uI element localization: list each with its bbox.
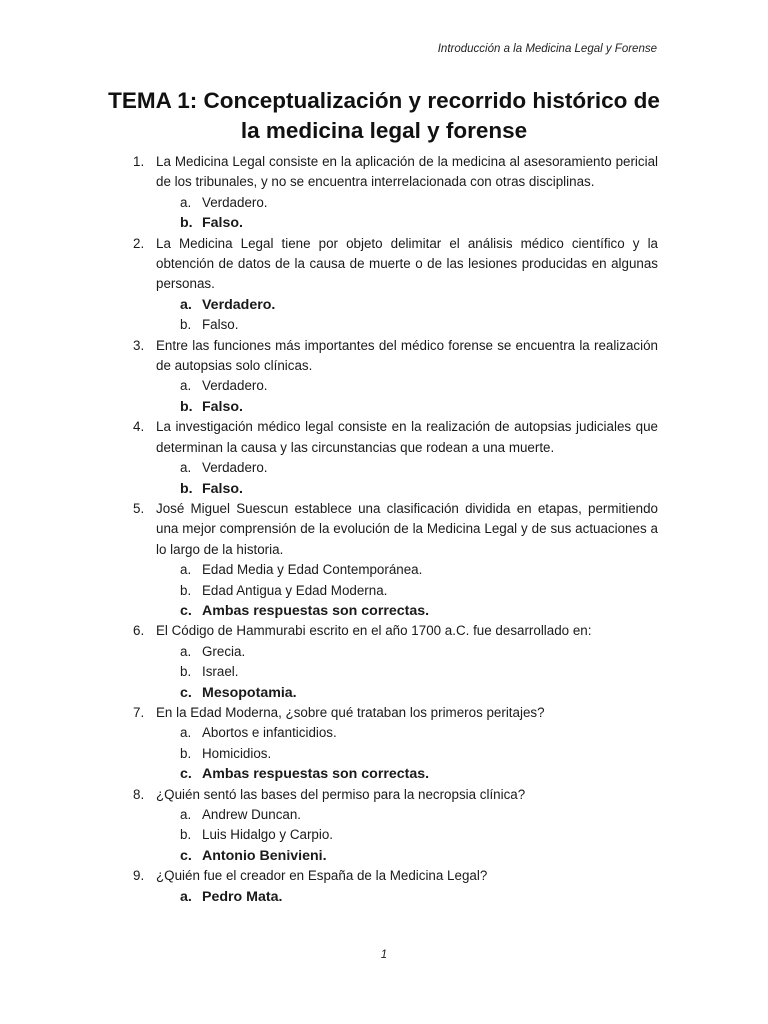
option-text: Antonio Benivieni. (202, 847, 327, 864)
question-text: Entre las funciones más importantes del médico forense se encuentra la realización de autopsias solo clínicas. (156, 337, 658, 374)
option-letter: a. (180, 194, 192, 210)
question-text: El Código de Hammurabi escrito en el año 1700 a.C. fue desarrollado en: (156, 623, 592, 639)
option-text: Falso. (202, 215, 243, 232)
answer-option (156, 662, 658, 682)
option-letter: c. (180, 847, 192, 864)
answer-options (156, 458, 658, 499)
option-text: Israel. (202, 664, 239, 680)
running-header: Introducción a la Medicina Legal y Forense (437, 43, 657, 55)
question-item (111, 336, 658, 418)
option-letter: c. (180, 766, 192, 783)
option-letter: a. (180, 643, 192, 659)
option-text: Verdadero. (202, 378, 268, 394)
answer-option (156, 744, 658, 764)
question-item (111, 417, 658, 499)
answer-options (156, 376, 658, 417)
answer-option (156, 193, 658, 213)
option-text: Grecia. (202, 643, 246, 659)
answer-option-correct (156, 479, 658, 499)
option-text: Verdadero. (202, 460, 268, 476)
answer-option (156, 315, 658, 335)
answer-option-correct (156, 213, 658, 233)
document-title: TEMA 1: Conceptualización y recorrido histórico de la medicina legal y forense (108, 88, 660, 143)
question-text: ¿Quién sentó las bases del permiso para la necropsia clínica? (156, 786, 526, 802)
answer-option (156, 458, 658, 478)
option-text: Abortos e infanticidios. (202, 725, 337, 741)
option-letter: a. (180, 888, 192, 905)
option-text: Verdadero. (202, 296, 276, 313)
question-number: 3. (133, 337, 145, 353)
option-text: Ambas respuestas son correctas. (202, 602, 430, 619)
option-letter: c. (180, 684, 192, 701)
option-letter: b. (180, 317, 192, 333)
answer-options (156, 295, 658, 336)
option-letter: b. (180, 215, 193, 232)
option-text: Mesopotamia. (202, 684, 297, 701)
question-text: José Miguel Suescun establece una clasificación dividida en etapas, permitiendo una mejor comprensión de la evolución de la Medicina Legal y de sus actuaciones a lo largo de la historia. (156, 500, 658, 557)
page-number: 1 (380, 949, 388, 961)
answer-option (156, 642, 658, 662)
answer-option-correct (156, 683, 658, 703)
question-number: 7. (133, 704, 145, 720)
question-item (111, 234, 658, 336)
answer-options (156, 560, 658, 621)
question-text: En la Edad Moderna, ¿sobre qué trataban los primeros peritajes? (156, 704, 545, 720)
question-text: La investigación médico legal consiste en la realización de autopsias judiciales que determinan la causa y las circunstancias que rodean a una muerte. (156, 419, 658, 455)
option-letter: a. (180, 296, 192, 313)
answer-option-correct (156, 295, 658, 315)
option-text: Homicidios. (202, 745, 272, 761)
option-text: Falso. (202, 317, 239, 333)
answer-option (156, 825, 658, 845)
option-letter: b. (180, 398, 193, 415)
answer-option (156, 581, 658, 601)
option-text: Edad Media y Edad Contemporánea. (202, 562, 423, 578)
question-text: La Medicina Legal tiene por objeto delimitar el análisis médico científico y la obtención de datos de la causa de muerte o de las lesiones producidas en algunas personas. (156, 235, 658, 292)
answer-options (156, 193, 658, 234)
question-number: 9. (133, 868, 145, 884)
answer-option-correct (156, 397, 658, 417)
question-item (111, 785, 658, 867)
question-text: ¿Quién fue el creador en España de la Medicina Legal? (156, 868, 488, 884)
option-letter: c. (180, 602, 192, 619)
option-letter: a. (180, 460, 192, 476)
answer-option (156, 376, 658, 396)
option-letter: a. (180, 378, 192, 394)
question-list (111, 152, 658, 907)
question-number: 8. (133, 786, 145, 802)
option-letter: a. (180, 725, 192, 741)
option-text: Ambas respuestas son correctas. (202, 766, 430, 783)
option-text: Luis Hidalgo y Carpio. (202, 827, 333, 843)
option-letter: a. (180, 807, 192, 822)
question-number: 6. (133, 623, 145, 639)
option-letter: a. (180, 562, 192, 578)
answer-option (156, 560, 658, 580)
answer-option-correct (156, 846, 658, 866)
option-text: Verdadero. (202, 194, 268, 210)
answer-option-correct (156, 887, 658, 907)
option-letter: b. (180, 745, 192, 761)
question-item (111, 703, 658, 785)
option-text: Andrew Duncan. (202, 807, 301, 822)
answer-options (156, 805, 658, 866)
answer-options (156, 723, 658, 784)
question-item (111, 499, 658, 621)
option-text: Falso. (202, 480, 243, 497)
option-letter: b. (180, 827, 192, 843)
question-text: La Medicina Legal consiste en la aplicación de la medicina al asesoramiento pericial de los tribunales, y no se encuentra interrelacionada con otras disciplinas. (156, 154, 658, 190)
option-letter: b. (180, 664, 192, 680)
answer-option (156, 723, 658, 743)
answer-options (156, 887, 658, 907)
question-number: 1. (133, 154, 145, 169)
answer-option-correct (156, 601, 658, 621)
answer-option-correct (156, 764, 658, 784)
answer-options (156, 642, 658, 703)
option-text: Edad Antigua y Edad Moderna. (202, 582, 388, 598)
question-number: 2. (133, 235, 145, 251)
question-item (111, 866, 658, 907)
question-item (111, 152, 658, 234)
option-text: Pedro Mata. (202, 888, 283, 905)
question-item (111, 621, 658, 703)
question-number: 5. (133, 500, 145, 516)
question-number: 4. (133, 419, 145, 435)
option-text: Falso. (202, 398, 243, 415)
option-letter: b. (180, 582, 192, 598)
answer-option (156, 805, 658, 825)
option-letter: b. (180, 480, 193, 497)
